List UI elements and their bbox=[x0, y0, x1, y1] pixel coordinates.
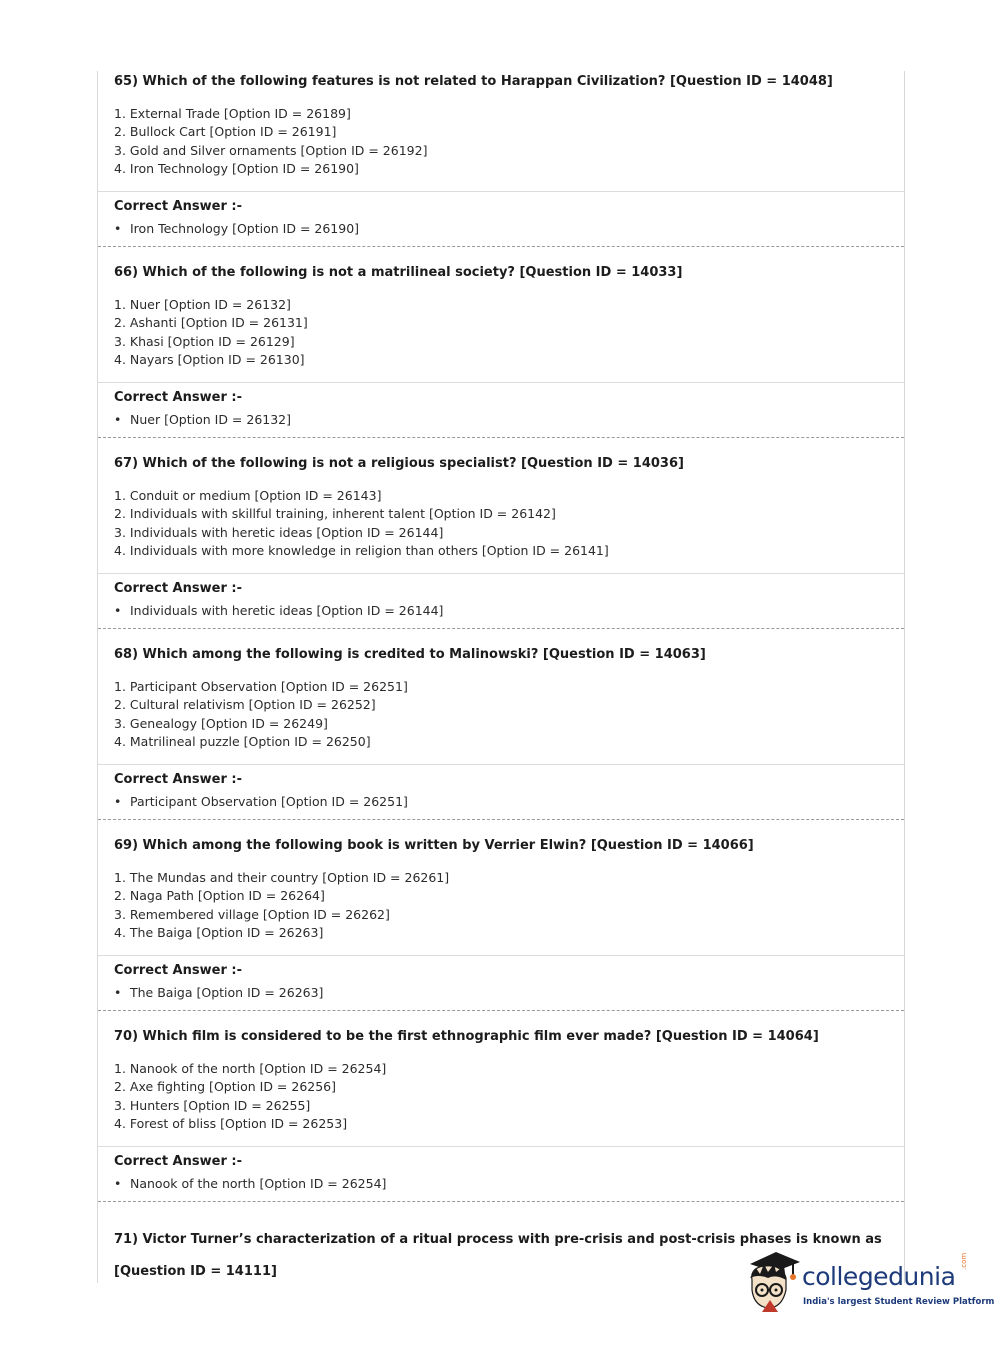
option-3: 3. Genealogy [Option ID = 26249] bbox=[114, 716, 328, 731]
question-separator bbox=[98, 628, 904, 629]
correct-answer-label: Correct Answer :- bbox=[114, 199, 242, 214]
question-separator bbox=[98, 1201, 904, 1202]
question-66 bbox=[98, 262, 904, 438]
option-4: 4. Iron Technology [Option ID = 26190] bbox=[114, 161, 359, 176]
question-title: 70) Which film is considered to be the first ethnographic film ever made? [Question ID = 14064] bbox=[114, 1029, 819, 1044]
question-70 bbox=[98, 1026, 904, 1202]
option-2: 2. Naga Path [Option ID = 26264] bbox=[114, 888, 325, 903]
correct-answer-label: Correct Answer :- bbox=[114, 963, 242, 978]
question-paper-page bbox=[97, 71, 905, 1283]
question-separator bbox=[98, 437, 904, 438]
option-2: 2. Individuals with skillful training, inherent talent [Option ID = 26142] bbox=[114, 506, 556, 521]
option-2: 2. Ashanti [Option ID = 26131] bbox=[114, 315, 308, 330]
option-1: 1. Participant Observation [Option ID = 26251] bbox=[114, 679, 408, 694]
option-4: 4. Nayars [Option ID = 26130] bbox=[114, 352, 305, 367]
question-title-line-2: [Question ID = 14111] bbox=[114, 1264, 277, 1279]
option-1: 1. Conduit or medium [Option ID = 26143] bbox=[114, 488, 382, 503]
correct-answer: • Participant Observation [Option ID = 26251] bbox=[114, 794, 408, 809]
question-separator bbox=[98, 1010, 904, 1011]
option-3: 3. Gold and Silver ornaments [Option ID = 26192] bbox=[114, 143, 428, 158]
option-3: 3. Khasi [Option ID = 26129] bbox=[114, 334, 295, 349]
option-4: 4. The Baiga [Option ID = 26263] bbox=[114, 925, 324, 940]
option-3: 3. Hunters [Option ID = 26255] bbox=[114, 1098, 311, 1113]
option-1: 1. Nuer [Option ID = 26132] bbox=[114, 297, 291, 312]
correct-answer: • Individuals with heretic ideas [Option ID = 26144] bbox=[114, 603, 444, 618]
correct-answer-text: Participant Observation [Option ID = 26251] bbox=[130, 794, 408, 809]
correct-answer: • Nanook of the north [Option ID = 26254] bbox=[114, 1176, 387, 1191]
question-67 bbox=[98, 453, 904, 629]
question-title: 65) Which of the following features is not related to Harappan Civilization? [Question ID = 14048] bbox=[114, 74, 833, 89]
option-1: 1. External Trade [Option ID = 26189] bbox=[114, 106, 351, 121]
logo-domain-suffix: .com bbox=[960, 1252, 968, 1270]
mascot-icon bbox=[742, 1250, 802, 1318]
question-title: 66) Which of the following is not a matrilineal society? [Question ID = 14033] bbox=[114, 265, 683, 280]
question-69 bbox=[98, 835, 904, 1011]
logo-wordmark: collegedunia bbox=[802, 1262, 956, 1291]
correct-answer-label: Correct Answer :- bbox=[114, 390, 242, 405]
option-1: 1. Nanook of the north [Option ID = 26254] bbox=[114, 1061, 387, 1076]
divider bbox=[98, 573, 904, 574]
question-68 bbox=[98, 644, 904, 820]
divider bbox=[98, 1146, 904, 1147]
option-2: 2. Cultural relativism [Option ID = 26252] bbox=[114, 697, 376, 712]
divider bbox=[98, 382, 904, 383]
correct-answer: • The Baiga [Option ID = 26263] bbox=[114, 985, 324, 1000]
option-3: 3. Individuals with heretic ideas [Option ID = 26144] bbox=[114, 525, 444, 540]
question-title: 68) Which among the following is credited to Malinowski? [Question ID = 14063] bbox=[114, 647, 706, 662]
divider bbox=[98, 764, 904, 765]
collegedunia-logo bbox=[742, 1250, 995, 1318]
question-65 bbox=[98, 71, 904, 247]
divider bbox=[98, 955, 904, 956]
option-4: 4. Matrilineal puzzle [Option ID = 26250] bbox=[114, 734, 371, 749]
option-4: 4. Forest of bliss [Option ID = 26253] bbox=[114, 1116, 348, 1131]
correct-answer-label: Correct Answer :- bbox=[114, 1154, 242, 1169]
question-separator bbox=[98, 819, 904, 820]
correct-answer-text: Iron Technology [Option ID = 26190] bbox=[130, 221, 360, 236]
option-2: 2. Axe fighting [Option ID = 26256] bbox=[114, 1079, 337, 1094]
question-title: 67) Which of the following is not a religious specialist? [Question ID = 14036] bbox=[114, 456, 684, 471]
option-2: 2. Bullock Cart [Option ID = 26191] bbox=[114, 124, 337, 139]
option-4: 4. Individuals with more knowledge in religion than others [Option ID = 26141] bbox=[114, 543, 609, 558]
correct-answer-label: Correct Answer :- bbox=[114, 772, 242, 787]
question-separator bbox=[98, 246, 904, 247]
correct-answer-text: Nanook of the north [Option ID = 26254] bbox=[130, 1176, 387, 1191]
logo-tagline: India's largest Student Review Platform bbox=[803, 1297, 995, 1307]
option-1: 1. The Mundas and their country [Option ID = 26261] bbox=[114, 870, 450, 885]
option-3: 3. Remembered village [Option ID = 26262] bbox=[114, 907, 390, 922]
question-title: 69) Which among the following book is written by Verrier Elwin? [Question ID = 14066] bbox=[114, 838, 754, 853]
divider bbox=[98, 191, 904, 192]
question-title-line-1: 71) Victor Turner’s characterization of a ritual process with pre-crisis and post-crisis phases is known as bbox=[114, 1232, 882, 1247]
correct-answer: • Nuer [Option ID = 26132] bbox=[114, 412, 292, 427]
correct-answer-label: Correct Answer :- bbox=[114, 581, 242, 596]
correct-answer: • Iron Technology [Option ID = 26190] bbox=[114, 221, 360, 236]
correct-answer-text: Individuals with heretic ideas [Option ID = 26144] bbox=[130, 603, 444, 618]
correct-answer-text: Nuer [Option ID = 26132] bbox=[130, 412, 292, 427]
correct-answer-text: The Baiga [Option ID = 26263] bbox=[130, 985, 324, 1000]
